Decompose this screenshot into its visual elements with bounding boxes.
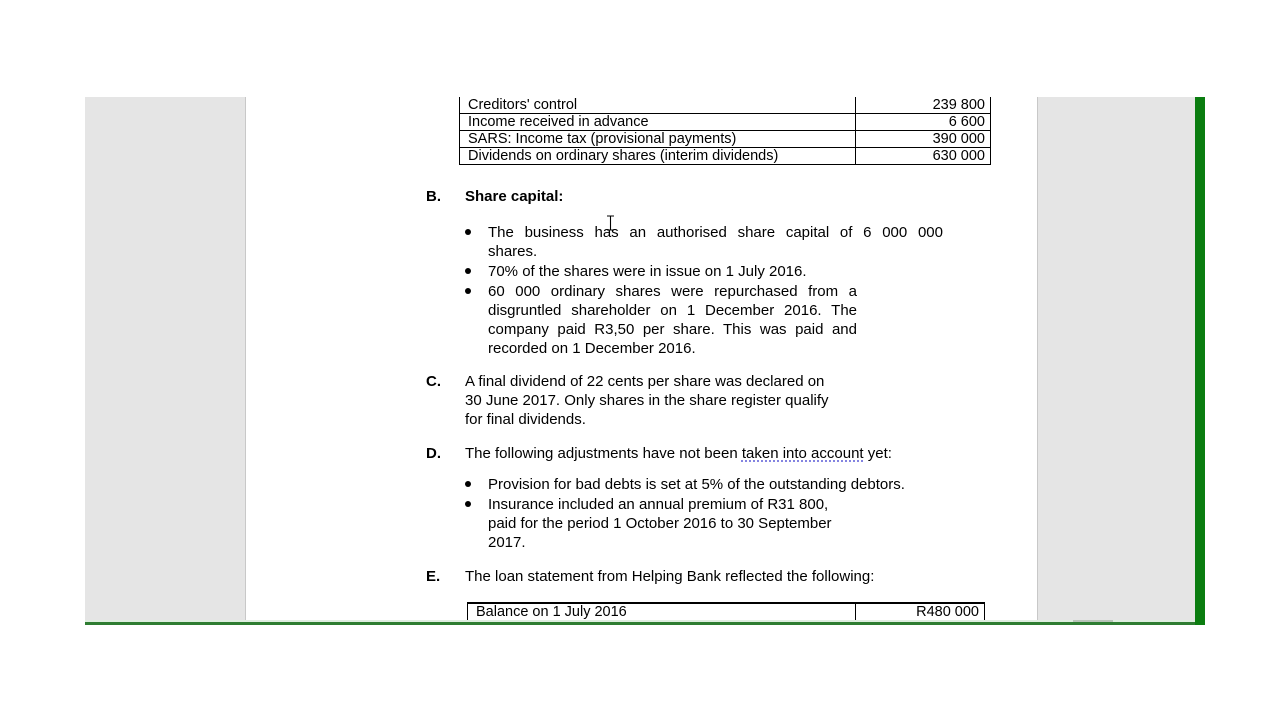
- section-c-text: A final dividend of 22 cents per share was declared on 30 June 2017. Only shares in the share register qualify for final dividends.: [465, 373, 829, 428]
- window-border-bottom: [85, 622, 1205, 625]
- section-d-letter: D.: [426, 445, 441, 462]
- balances-table: [459, 97, 991, 165]
- spellcheck-flag[interactable]: taken into account: [741, 445, 864, 462]
- document-page[interactable]: [245, 97, 1038, 620]
- row-label: SARS: Income tax (provisional payments): [460, 131, 856, 148]
- table-row: [468, 603, 985, 620]
- window-border-right: [1195, 97, 1205, 625]
- table-row: [460, 131, 991, 148]
- document-viewport[interactable]: [85, 97, 1195, 620]
- section-b-letter: B.: [426, 188, 441, 205]
- bullet-icon: [465, 501, 473, 509]
- section-d-bullet-2: Insurance included an annual premium of R31 800, paid for the period 1 October 2016 to 30 September 2017.: [488, 496, 832, 551]
- text-cursor-icon: [606, 215, 615, 231]
- section-b-heading: Share capital:: [465, 188, 564, 205]
- loan-table: [467, 602, 985, 620]
- section-d-bullet-1: Provision for bad debts is set at 5% of the outstanding debtors.: [488, 476, 905, 493]
- table-row: [460, 97, 991, 114]
- row-amount: 630 000: [856, 148, 991, 165]
- table-row: [460, 148, 991, 165]
- row-amount: 6 600: [856, 114, 991, 131]
- bullet-icon: [465, 481, 473, 489]
- row-label: Creditors' control: [460, 97, 856, 114]
- bullet-icon: [465, 288, 473, 296]
- row-amount: 390 000: [856, 131, 991, 148]
- section-b-bullet-2: 70% of the shares were in issue on 1 July 2016.: [488, 263, 807, 280]
- section-b-bullet-1: The business has an authorised share capital of 6 000 000 shares.: [488, 224, 943, 260]
- section-d-text: The following adjustments have not been taken into account yet:: [465, 445, 892, 462]
- section-c-letter: C.: [426, 373, 441, 390]
- row-amount: R480 000: [856, 603, 985, 620]
- section-b-bullet-3: 60 000 ordinary shares were repurchased from a disgruntled shareholder on 1 December 2016. The company paid R3,50 per share. This was paid and recorded on 1 December 2016.: [488, 283, 857, 357]
- bullet-icon: [465, 268, 473, 276]
- section-e-letter: E.: [426, 568, 441, 585]
- row-label: Income received in advance: [460, 114, 856, 131]
- table-row: [460, 114, 991, 131]
- section-e-text: The loan statement from Helping Bank reflected the following:: [465, 568, 875, 585]
- row-label: Balance on 1 July 2016: [468, 603, 856, 620]
- row-amount: 239 800: [856, 97, 991, 114]
- bullet-icon: [465, 229, 473, 237]
- row-label: Dividends on ordinary shares (interim dividends): [460, 148, 856, 165]
